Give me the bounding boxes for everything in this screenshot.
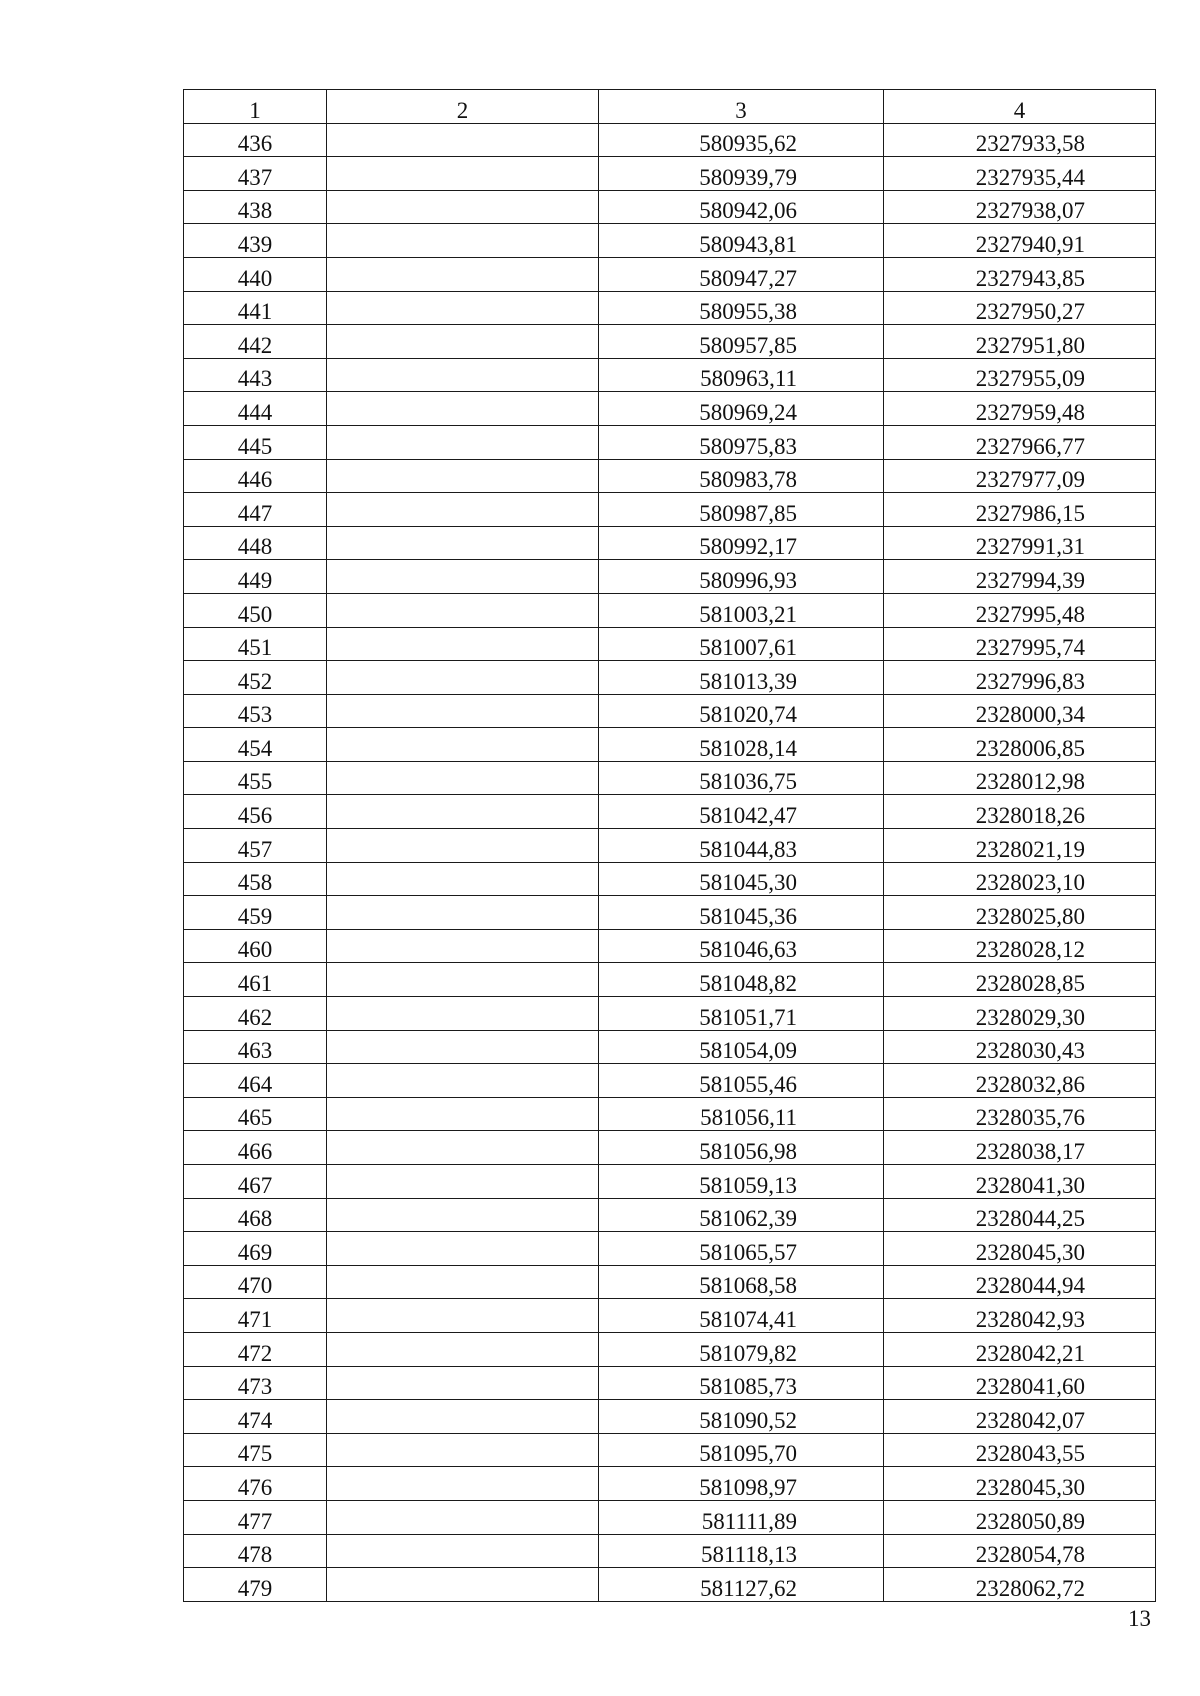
table-cell-col-2 xyxy=(327,593,599,627)
table-cell-col-1: 457 xyxy=(184,829,327,863)
table-cell-col-2 xyxy=(327,795,599,829)
table-row xyxy=(184,1232,1156,1266)
table-row xyxy=(184,526,1156,560)
table-cell-col-4: 2328006,85 xyxy=(884,728,1156,762)
table-cell-col-3: 581055,46 xyxy=(599,1064,884,1098)
table-cell-col-2 xyxy=(327,157,599,191)
table-cell-col-1: 471 xyxy=(184,1299,327,1333)
table-cell-col-2 xyxy=(327,123,599,157)
table-cell-col-4: 2327977,09 xyxy=(884,459,1156,493)
table-cell-col-1: 447 xyxy=(184,493,327,527)
table-cell-col-2 xyxy=(327,560,599,594)
table-cell-col-3: 581059,13 xyxy=(599,1165,884,1199)
table-cell-col-1: 450 xyxy=(184,593,327,627)
table-cell-col-3: 580957,85 xyxy=(599,325,884,359)
table-cell-col-4: 2328000,34 xyxy=(884,694,1156,728)
table-cell-col-2 xyxy=(327,661,599,695)
table-row xyxy=(184,291,1156,325)
table-cell-col-4: 2328062,72 xyxy=(884,1568,1156,1602)
table-cell-col-3: 580969,24 xyxy=(599,392,884,426)
coordinates-table xyxy=(183,89,1156,1602)
table-row xyxy=(184,493,1156,527)
table-cell-col-4: 2328028,85 xyxy=(884,963,1156,997)
table-cell-col-2 xyxy=(327,829,599,863)
table-cell-col-3: 580975,83 xyxy=(599,425,884,459)
table-cell-col-2 xyxy=(327,1332,599,1366)
table-cell-col-4: 2327950,27 xyxy=(884,291,1156,325)
table-cell-col-3: 581044,83 xyxy=(599,829,884,863)
table-cell-col-4: 2327996,83 xyxy=(884,661,1156,695)
table-cell-col-2 xyxy=(327,190,599,224)
table-row xyxy=(184,1265,1156,1299)
table-cell-col-2 xyxy=(327,1366,599,1400)
table-cell-col-4: 2328042,93 xyxy=(884,1299,1156,1333)
table-cell-col-3: 581090,52 xyxy=(599,1400,884,1434)
table-cell-col-2 xyxy=(327,493,599,527)
table-cell-col-4: 2327991,31 xyxy=(884,526,1156,560)
table-cell-col-4: 2328041,30 xyxy=(884,1165,1156,1199)
table-cell-col-2 xyxy=(327,526,599,560)
table-cell-col-3: 580935,62 xyxy=(599,123,884,157)
table-cell-col-3: 581028,14 xyxy=(599,728,884,762)
table-cell-col-3: 581013,39 xyxy=(599,661,884,695)
table-cell-col-4: 2328042,21 xyxy=(884,1332,1156,1366)
table-cell-col-2 xyxy=(327,1265,599,1299)
table-row xyxy=(184,1568,1156,1602)
table-row xyxy=(184,997,1156,1031)
table-row xyxy=(184,593,1156,627)
table-cell-col-3: 581111,89 xyxy=(599,1500,884,1534)
table-row xyxy=(184,560,1156,594)
table-cell-col-2 xyxy=(327,1131,599,1165)
table-cell-col-2 xyxy=(327,1232,599,1266)
table-row xyxy=(184,1198,1156,1232)
table-cell-col-3: 580942,06 xyxy=(599,190,884,224)
table-cell-col-4: 2328043,55 xyxy=(884,1433,1156,1467)
table-cell-col-2 xyxy=(327,728,599,762)
table-cell-col-3: 580963,11 xyxy=(599,358,884,392)
table-cell-col-4: 2327995,74 xyxy=(884,627,1156,661)
table-cell-col-1: 461 xyxy=(184,963,327,997)
table-cell-col-1: 473 xyxy=(184,1366,327,1400)
table-row xyxy=(184,627,1156,661)
table-cell-col-3: 580955,38 xyxy=(599,291,884,325)
table-cell-col-4: 2328045,30 xyxy=(884,1232,1156,1266)
table-cell-col-2 xyxy=(327,325,599,359)
table-row xyxy=(184,1433,1156,1467)
table-cell-col-1: 440 xyxy=(184,257,327,291)
column-header-4: 4 xyxy=(884,90,1156,124)
table-cell-col-1: 458 xyxy=(184,862,327,896)
table-cell-col-4: 2328032,86 xyxy=(884,1064,1156,1098)
table-cell-col-1: 441 xyxy=(184,291,327,325)
table-cell-col-1: 452 xyxy=(184,661,327,695)
table-cell-col-3: 581042,47 xyxy=(599,795,884,829)
table-cell-col-4: 2328044,25 xyxy=(884,1198,1156,1232)
table-row xyxy=(184,392,1156,426)
table-row xyxy=(184,1400,1156,1434)
table-cell-col-3: 581056,11 xyxy=(599,1097,884,1131)
table-row xyxy=(184,728,1156,762)
table-cell-col-4: 2328023,10 xyxy=(884,862,1156,896)
table-cell-col-1: 446 xyxy=(184,459,327,493)
table-cell-col-2 xyxy=(327,1097,599,1131)
table-row xyxy=(184,829,1156,863)
table-cell-col-1: 476 xyxy=(184,1467,327,1501)
table-cell-col-1: 455 xyxy=(184,761,327,795)
table-cell-col-2 xyxy=(327,1299,599,1333)
table-cell-col-3: 581085,73 xyxy=(599,1366,884,1400)
table-cell-col-4: 2328038,17 xyxy=(884,1131,1156,1165)
table-cell-col-1: 477 xyxy=(184,1500,327,1534)
table-cell-col-4: 2327995,48 xyxy=(884,593,1156,627)
table-cell-col-4: 2328018,26 xyxy=(884,795,1156,829)
table-row xyxy=(184,929,1156,963)
table-cell-col-2 xyxy=(327,392,599,426)
table-cell-col-1: 465 xyxy=(184,1097,327,1131)
table-cell-col-3: 581051,71 xyxy=(599,997,884,1031)
table-cell-col-1: 437 xyxy=(184,157,327,191)
table-cell-col-3: 580947,27 xyxy=(599,257,884,291)
table-cell-col-3: 581007,61 xyxy=(599,627,884,661)
table-row xyxy=(184,1097,1156,1131)
table-cell-col-2 xyxy=(327,1467,599,1501)
table-body xyxy=(184,123,1156,1601)
table-cell-col-4: 2327986,15 xyxy=(884,493,1156,527)
table-row xyxy=(184,1131,1156,1165)
table-row xyxy=(184,157,1156,191)
table-cell-col-1: 453 xyxy=(184,694,327,728)
table-cell-col-3: 581054,09 xyxy=(599,1030,884,1064)
table-cell-col-2 xyxy=(327,862,599,896)
table-cell-col-1: 438 xyxy=(184,190,327,224)
table-cell-col-4: 2327966,77 xyxy=(884,425,1156,459)
table-cell-col-2 xyxy=(327,761,599,795)
table-cell-col-3: 581045,36 xyxy=(599,896,884,930)
table-cell-col-4: 2328050,89 xyxy=(884,1500,1156,1534)
table-cell-col-2 xyxy=(327,929,599,963)
table-cell-col-4: 2328054,78 xyxy=(884,1534,1156,1568)
table-row xyxy=(184,1030,1156,1064)
table-cell-col-3: 581036,75 xyxy=(599,761,884,795)
table-row xyxy=(184,896,1156,930)
table-cell-col-3: 581079,82 xyxy=(599,1332,884,1366)
table-cell-col-1: 444 xyxy=(184,392,327,426)
table-cell-col-4: 2328029,30 xyxy=(884,997,1156,1031)
table-cell-col-3: 581048,82 xyxy=(599,963,884,997)
table-cell-col-1: 460 xyxy=(184,929,327,963)
table-cell-col-1: 478 xyxy=(184,1534,327,1568)
table-cell-col-1: 469 xyxy=(184,1232,327,1266)
table-cell-col-3: 580992,17 xyxy=(599,526,884,560)
table-row xyxy=(184,1299,1156,1333)
table-cell-col-1: 459 xyxy=(184,896,327,930)
table-cell-col-1: 464 xyxy=(184,1064,327,1098)
table-cell-col-4: 2327935,44 xyxy=(884,157,1156,191)
table-cell-col-4: 2328035,76 xyxy=(884,1097,1156,1131)
table-row xyxy=(184,862,1156,896)
table-cell-col-4: 2327951,80 xyxy=(884,325,1156,359)
table-cell-col-4: 2327994,39 xyxy=(884,560,1156,594)
table-row xyxy=(184,1467,1156,1501)
table-cell-col-3: 581045,30 xyxy=(599,862,884,896)
table-cell-col-2 xyxy=(327,1064,599,1098)
table-cell-col-2 xyxy=(327,1433,599,1467)
table-cell-col-1: 475 xyxy=(184,1433,327,1467)
table-cell-col-1: 463 xyxy=(184,1030,327,1064)
table-row xyxy=(184,1534,1156,1568)
table-cell-col-3: 580996,93 xyxy=(599,560,884,594)
table-cell-col-3: 581118,13 xyxy=(599,1534,884,1568)
table-cell-col-3: 581074,41 xyxy=(599,1299,884,1333)
page-number: 13 xyxy=(1128,1606,1151,1631)
table-cell-col-2 xyxy=(327,1198,599,1232)
table-cell-col-2 xyxy=(327,694,599,728)
table-cell-col-2 xyxy=(327,1165,599,1199)
table-cell-col-2 xyxy=(327,358,599,392)
table-cell-col-2 xyxy=(327,1400,599,1434)
table-cell-col-1: 451 xyxy=(184,627,327,661)
table-cell-col-3: 581003,21 xyxy=(599,593,884,627)
table-cell-col-1: 439 xyxy=(184,224,327,258)
table-cell-col-3: 581127,62 xyxy=(599,1568,884,1602)
table-row xyxy=(184,358,1156,392)
table-cell-col-4: 2327943,85 xyxy=(884,257,1156,291)
table-header-row xyxy=(184,90,1156,124)
table-cell-col-1: 474 xyxy=(184,1400,327,1434)
table-cell-col-4: 2328028,12 xyxy=(884,929,1156,963)
table-cell-col-3: 581098,97 xyxy=(599,1467,884,1501)
table-cell-col-1: 436 xyxy=(184,123,327,157)
table-cell-col-4: 2328042,07 xyxy=(884,1400,1156,1434)
table-cell-col-4: 2328045,30 xyxy=(884,1467,1156,1501)
table-cell-col-3: 581062,39 xyxy=(599,1198,884,1232)
table-cell-col-4: 2328041,60 xyxy=(884,1366,1156,1400)
table-cell-col-4: 2328030,43 xyxy=(884,1030,1156,1064)
table-row xyxy=(184,694,1156,728)
table-cell-col-1: 442 xyxy=(184,325,327,359)
table-cell-col-1: 462 xyxy=(184,997,327,1031)
table-row xyxy=(184,1165,1156,1199)
table-cell-col-2 xyxy=(327,963,599,997)
table-cell-col-1: 445 xyxy=(184,425,327,459)
table-cell-col-2 xyxy=(327,1030,599,1064)
table-cell-col-3: 581046,63 xyxy=(599,929,884,963)
table-row xyxy=(184,123,1156,157)
table-cell-col-3: 581020,74 xyxy=(599,694,884,728)
table-row xyxy=(184,325,1156,359)
table-cell-col-4: 2328021,19 xyxy=(884,829,1156,863)
table-cell-col-1: 449 xyxy=(184,560,327,594)
table-cell-col-2 xyxy=(327,291,599,325)
table-cell-col-1: 472 xyxy=(184,1332,327,1366)
table-cell-col-4: 2327938,07 xyxy=(884,190,1156,224)
table-row xyxy=(184,459,1156,493)
table-cell-col-4: 2327955,09 xyxy=(884,358,1156,392)
table-cell-col-1: 456 xyxy=(184,795,327,829)
table-cell-col-2 xyxy=(327,459,599,493)
table-cell-col-4: 2328044,94 xyxy=(884,1265,1156,1299)
table-cell-col-4: 2327940,91 xyxy=(884,224,1156,258)
table-cell-col-3: 580939,79 xyxy=(599,157,884,191)
table-row xyxy=(184,425,1156,459)
table-cell-col-4: 2327959,48 xyxy=(884,392,1156,426)
table-cell-col-3: 580983,78 xyxy=(599,459,884,493)
table-cell-col-1: 443 xyxy=(184,358,327,392)
table-cell-col-3: 581065,57 xyxy=(599,1232,884,1266)
table-cell-col-2 xyxy=(327,224,599,258)
table-cell-col-2 xyxy=(327,425,599,459)
table-cell-col-2 xyxy=(327,997,599,1031)
table-row xyxy=(184,1500,1156,1534)
table-row xyxy=(184,761,1156,795)
table-cell-col-3: 581095,70 xyxy=(599,1433,884,1467)
table-row xyxy=(184,963,1156,997)
table-cell-col-1: 454 xyxy=(184,728,327,762)
table-cell-col-3: 580943,81 xyxy=(599,224,884,258)
table-cell-col-2 xyxy=(327,257,599,291)
table-cell-col-4: 2328025,80 xyxy=(884,896,1156,930)
table-cell-col-2 xyxy=(327,1534,599,1568)
table-row xyxy=(184,224,1156,258)
table-cell-col-4: 2327933,58 xyxy=(884,123,1156,157)
column-header-3: 3 xyxy=(599,90,884,124)
table-cell-col-1: 467 xyxy=(184,1165,327,1199)
table-cell-col-2 xyxy=(327,896,599,930)
table-cell-col-1: 470 xyxy=(184,1265,327,1299)
table-cell-col-2 xyxy=(327,627,599,661)
table-row xyxy=(184,795,1156,829)
table-cell-col-3: 581056,98 xyxy=(599,1131,884,1165)
table-cell-col-2 xyxy=(327,1500,599,1534)
table-row xyxy=(184,661,1156,695)
table-cell-col-1: 468 xyxy=(184,1198,327,1232)
column-header-1: 1 xyxy=(184,90,327,124)
table-row xyxy=(184,1366,1156,1400)
table-cell-col-2 xyxy=(327,1568,599,1602)
table-cell-col-4: 2328012,98 xyxy=(884,761,1156,795)
table-cell-col-3: 581068,58 xyxy=(599,1265,884,1299)
table-row xyxy=(184,257,1156,291)
table-row xyxy=(184,1064,1156,1098)
table-cell-col-1: 448 xyxy=(184,526,327,560)
table-cell-col-3: 580987,85 xyxy=(599,493,884,527)
table-row xyxy=(184,190,1156,224)
table-cell-col-1: 479 xyxy=(184,1568,327,1602)
table-cell-col-1: 466 xyxy=(184,1131,327,1165)
table-row xyxy=(184,1332,1156,1366)
column-header-2: 2 xyxy=(327,90,599,124)
